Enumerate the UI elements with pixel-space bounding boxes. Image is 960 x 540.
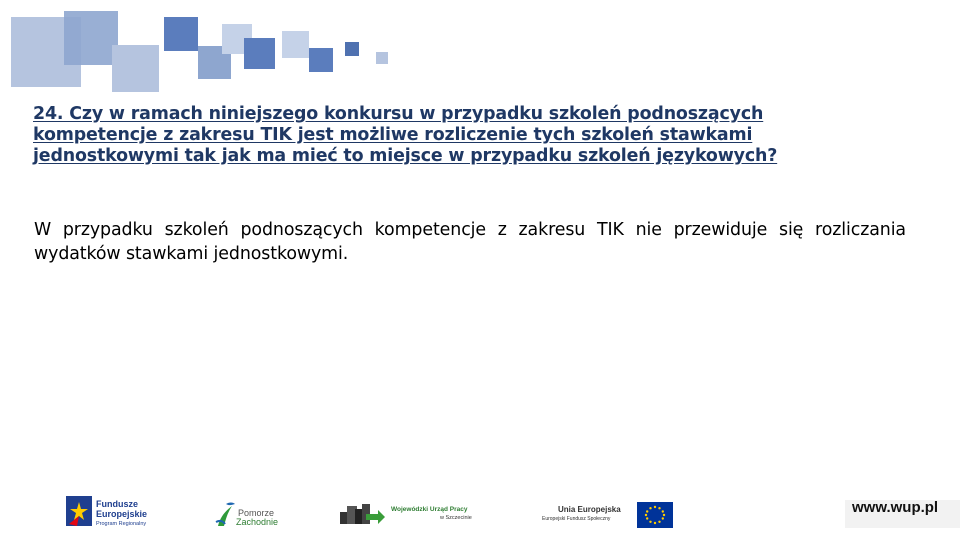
unia-europejska-logo [540, 502, 675, 532]
deco-square [282, 31, 309, 58]
deco-square [376, 52, 388, 64]
fundusze-line2: Europejskie [96, 509, 148, 519]
ue-line2: Europejski Fundusz Społeczny [542, 516, 611, 522]
deco-square [64, 11, 118, 65]
wup-szczecin-logo [338, 500, 483, 530]
deco-square [112, 45, 159, 92]
pomorze-line1: Pomorze [238, 508, 275, 518]
fundusze-line3: Program Regionalny [96, 521, 147, 527]
deco-square [244, 38, 275, 69]
pomorze-line2: Zachodnie [236, 517, 279, 527]
deco-square [309, 48, 333, 72]
fundusze-europejskie-logo [66, 495, 166, 531]
wup-blocks-icon [338, 500, 386, 528]
pomorze-bird-icon [214, 500, 236, 528]
wup-line2: w Szczecinie [440, 515, 472, 521]
question-heading: 24. Czy w ramach niniejszego konkursu w przypadku szkoleń podnoszących kompetencje z zakresu TIK jest możliwe rozliczenie tych szkoleń stawkami jednostkowymi tak jak ma mieć to miejsce w przypadku szkoleń językowych? [33, 104, 778, 166]
fundusze-line1: Fundusze [96, 499, 138, 509]
wup-line1: Wojewódzki Urząd Pracy [391, 506, 468, 513]
eu-flag-icon [637, 502, 673, 528]
eu-funds-star-icon [66, 496, 92, 530]
pomorze-zachodnie-logo [214, 500, 284, 532]
deco-square [345, 42, 359, 56]
ue-line1: Unia Europejska [558, 505, 621, 514]
deco-square [164, 17, 198, 51]
website-url[interactable]: www.wup.pl [852, 499, 939, 516]
answer-paragraph: W przypadku szkoleń podnoszących kompetencje z zakresu TIK nie przewiduje się rozliczania wydatków stawkami jednostkowymi. [34, 220, 906, 264]
